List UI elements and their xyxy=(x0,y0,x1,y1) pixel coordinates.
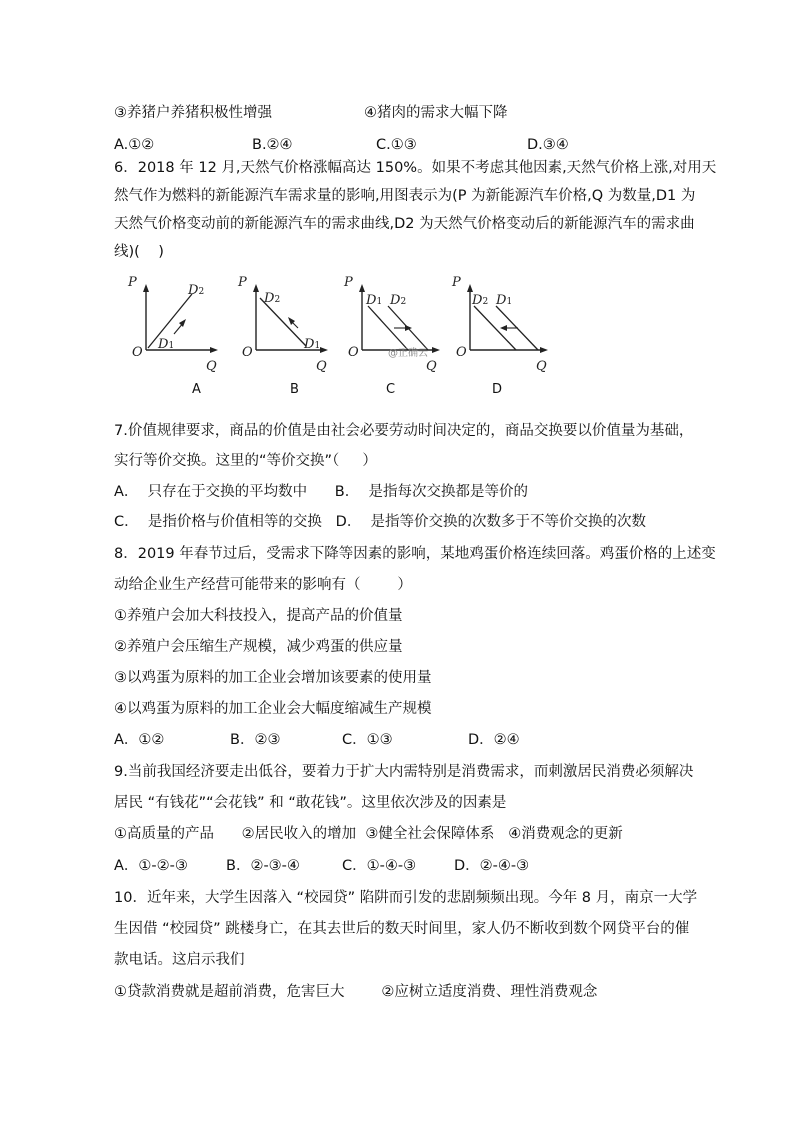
origin-label: O xyxy=(348,345,359,360)
q6-text-line: 线)( ) xyxy=(114,244,164,260)
q8-item: ④以鸡蛋为原料的加工企业会大幅度缩减生产规模 xyxy=(114,701,432,717)
q8-item: ②养殖户会压缩生产规模，减少鸡蛋的供应量 xyxy=(114,639,403,655)
q9-text-line: 9.当前我国经济要走出低谷，要着力于扩大内需特别是消费需求，而刺激居民消费必须解决 xyxy=(114,764,694,780)
q5-item-4: ④猪肉的需求大幅下降 xyxy=(364,105,508,121)
q8-item: ①养殖户会加大科技投入，提高产品的价值量 xyxy=(114,608,403,624)
q7-text-line: 7.价值规律要求，商品的价值是由社会必要劳动时间决定的，商品交换要以价值量为基础， xyxy=(114,423,694,439)
axis-q-label: Q xyxy=(426,359,437,374)
q8-option-c: C．①③ xyxy=(342,732,393,748)
q5-option-b: B.②④ xyxy=(252,137,293,153)
graph-a-label: A xyxy=(192,382,201,397)
q9-option-d: D．②-④-③ xyxy=(454,858,530,874)
watermark-text: @正确云 xyxy=(388,348,428,359)
svg-text:D1: D1 xyxy=(496,293,513,308)
origin-label: O xyxy=(132,345,143,360)
svg-text:D1: D1 xyxy=(366,293,383,308)
graph-b-label: B xyxy=(290,382,299,397)
q8-text-line: 动给企业生产经营可能带来的影响有（ ） xyxy=(114,577,412,593)
curve-d1-label: D xyxy=(366,293,377,308)
q6-text-line: 然气作为燃料的新能源汽车需求量的影响,用图表示为(P 为新能源汽车价格,Q 为数量,D1 为 xyxy=(114,188,696,204)
axis-q-label: Q xyxy=(206,359,217,374)
q8-item: ③以鸡蛋为原料的加工企业会增加该要素的使用量 xyxy=(114,670,432,686)
curve-d2-label: D xyxy=(188,283,199,298)
q10-text-line: 10．近年来，大学生因落入 “校园贷” 陷阱而引发的悲剧频频出现。今年 8 月，南京一大学 xyxy=(114,890,698,906)
q6-text-line: 6．2018 年 12 月,天然气价格涨幅高达 150%。如果不考虑其他因素,天然气价格上涨,对用天 xyxy=(114,160,717,176)
q10-text-line: 款电话。这启示我们 xyxy=(114,952,245,968)
curve-d1-label: D xyxy=(496,293,507,308)
graph-c xyxy=(338,266,448,374)
graph-d xyxy=(446,266,556,374)
q9-option-c: C．①-④-③ xyxy=(342,858,417,874)
q5-option-a: A.①② xyxy=(114,137,155,153)
q9-text-line: 居民 “有钱花”“会花钱” 和 “敢花钱”。这里依次涉及的因素是 xyxy=(114,795,507,811)
curve-d1-label: D xyxy=(304,337,315,352)
svg-text:D2: D2 xyxy=(390,293,407,308)
curve-d1-label: D xyxy=(158,337,169,352)
q8-option-d: D．②④ xyxy=(468,732,520,748)
q6-text-line: 天然气价格变动前的新能源汽车的需求曲线,D2 为天然气价格变动后的新能源汽车的需求曲 xyxy=(114,216,695,232)
q8-text-line: 8．2019 年春节过后，受需求下降等因素的影响，某地鸡蛋价格连续回落。鸡蛋价格的上述变 xyxy=(114,546,716,562)
axis-p-label: P xyxy=(128,275,137,290)
q9-option-a: A．①-②-③ xyxy=(114,858,188,874)
q8-option-b: B．②③ xyxy=(230,732,281,748)
q5-option-c: C.①③ xyxy=(376,137,417,153)
q9-items-line: ①高质量的产品 ②居民收入的增加 ③健全社会保障体系 ④消费观念的更新 xyxy=(114,826,623,842)
svg-text:D1: D1 xyxy=(304,337,321,352)
graph-d-label: D xyxy=(492,382,503,397)
axis-p-label: P xyxy=(238,275,247,290)
origin-label: O xyxy=(242,345,253,360)
curve-d2-label: D xyxy=(390,293,401,308)
q7-options-line: A． 只存在于交换的平均数中 B． 是指每次交换都是等价的 xyxy=(114,484,528,500)
q9-option-b: B．②-③-④ xyxy=(226,858,300,874)
q5-option-d: D.③④ xyxy=(527,137,569,153)
svg-text:D2: D2 xyxy=(472,293,489,308)
q7-options-line: C． 是指价格与价值相等的交换 D． 是指等价交换的次数多于不等价交换的次数 xyxy=(114,514,647,530)
q7-text-line: 实行等价交换。这里的“等价交换”（ ） xyxy=(114,453,377,469)
q5-item-3: ③养猪户养猪积极性增强 xyxy=(114,105,272,121)
curve-d2-label: D xyxy=(472,293,483,308)
axis-q-label: Q xyxy=(316,359,327,374)
axis-p-label: P xyxy=(344,275,353,290)
q10-items-line: ①贷款消费就是超前消费，危害巨大 ②应树立适度消费、理性消费观念 xyxy=(114,984,598,1000)
svg-text:D1: D1 xyxy=(158,337,175,352)
graph-c-label: C xyxy=(386,382,396,397)
q10-text-line: 生因借 “校园贷” 跳楼身亡，在其去世后的数天时间里，家人仍不断收到数个网贷平台的催 xyxy=(114,921,690,937)
graph-b xyxy=(228,266,332,374)
axis-p-label: P xyxy=(452,275,461,290)
svg-text:D2: D2 xyxy=(188,283,205,298)
origin-label: O xyxy=(456,345,467,360)
svg-text:D2: D2 xyxy=(264,291,281,306)
q8-option-a: A．①② xyxy=(114,732,165,748)
curve-d2-label: D xyxy=(264,291,275,306)
axis-q-label: Q xyxy=(536,359,547,374)
graph-a xyxy=(118,266,222,374)
